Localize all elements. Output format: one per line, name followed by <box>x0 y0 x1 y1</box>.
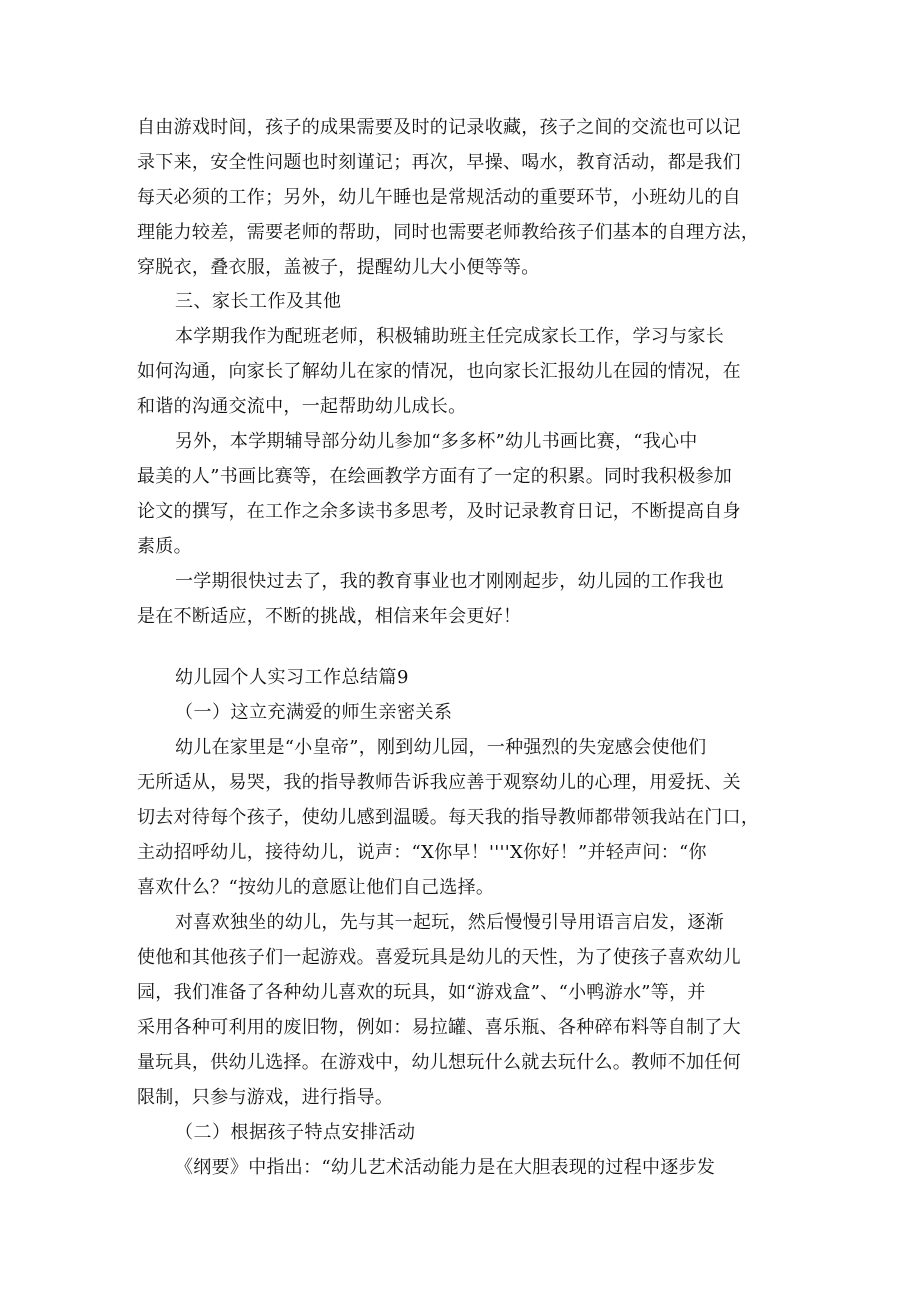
paragraph-line: 采用各种可利用的废旧物，例如：易拉罐、喜乐瓶、各种碎布料等自制了大 <box>137 1017 741 1038</box>
paragraph-line: 对喜欢独坐的幼儿，先与其一起玩，然后慢慢引导用语言启发，逐渐 <box>175 912 724 933</box>
paragraph-line: 限制，只参与游戏，进行指导。 <box>137 1087 394 1108</box>
paragraph-line: 最美的人”书画比赛等，在绘画教学方面有了一定的积累。同时我积极参加 <box>137 466 733 487</box>
subheading: （一）这立充满爱的师生亲密关系 <box>175 702 453 723</box>
paragraph-line: 切去对待每个孩子，使幼儿感到温暖。每天我的指导教师都带领我站在门口， <box>137 807 760 828</box>
section-heading: 三、家长工作及其他 <box>175 291 342 312</box>
subheading: （二）根据孩子特点安排活动 <box>175 1122 416 1143</box>
paragraph-line: 主动招呼幼儿，接待幼儿，说声：“X你早！''''X你好！”并轻声问：“你 <box>137 842 707 863</box>
article-title: 幼儿园个人实习工作总结篇9 <box>175 667 409 688</box>
paragraph-line: 论文的撰写，在工作之余多读书多思考，及时记录教育日记，不断提高自身 <box>137 501 741 522</box>
paragraph-line: 每天必须的工作；另外，幼儿午睡也是常规活动的重要环节，小班幼儿的自 <box>137 187 741 208</box>
paragraph-line: 一学期很快过去了，我的教育事业也才刚刚起步，幼儿园的工作我也 <box>175 571 724 592</box>
paragraph-line: 本学期我作为配班老师，积极辅助班主任完成家长工作，学习与家长 <box>175 326 724 347</box>
paragraph-line: 无所适从，易哭，我的指导教师告诉我应善于观察幼儿的心理，用爱抚、关 <box>137 772 741 793</box>
paragraph-line: 园，我们准备了各种幼儿喜欢的玩具，如“游戏盒”、“小鸭游水”等，并 <box>137 982 706 1003</box>
paragraph-line: 幼儿在家里是“小皇帝”，刚到幼儿园，一种强烈的失宠感会使他们 <box>175 737 707 758</box>
paragraph-line: 另外，本学期辅导部分幼儿参加“多多杯”幼儿书画比赛，“我心中 <box>175 431 698 452</box>
paragraph-line: 理能力较差，需要老师的帮助，同时也需要老师教给孩子们基本的自理方法， <box>137 222 760 243</box>
paragraph-line: 自由游戏时间，孩子的成果需要及时的记录收藏，孩子之间的交流也可以记 <box>137 117 741 138</box>
paragraph-line: 是在不断适应，不断的挑战，相信来年会更好！ <box>137 606 522 627</box>
paragraph-line: 如何沟通，向家长了解幼儿在家的情况，也向家长汇报幼儿在园的情况，在 <box>137 361 741 382</box>
paragraph-line: 量玩具，供幼儿选择。在游戏中，幼儿想玩什么就去玩什么。教师不加任何 <box>137 1052 741 1073</box>
paragraph-line: 《纲要》中指出：“幼儿艺术活动能力是在大胆表现的过程中逐步发 <box>175 1157 716 1178</box>
paragraph-line: 穿脱衣，叠衣服，盖被子，提醒幼儿大小便等等。 <box>137 257 540 278</box>
paragraph-line: 喜欢什么？“按幼儿的意愿让他们自己选择。 <box>137 877 495 898</box>
paragraph-line: 素质。 <box>137 536 192 557</box>
paragraph-line: 录下来，安全性问题也时刻谨记；再次，早操、喝水，教育活动，都是我们 <box>137 152 741 173</box>
paragraph-line: 和谐的沟通交流中，一起帮助幼儿成长。 <box>137 396 467 417</box>
paragraph-line: 使他和其他孩子们一起游戏。喜爱玩具是幼儿的天性，为了使孩子喜欢幼儿 <box>137 947 741 968</box>
